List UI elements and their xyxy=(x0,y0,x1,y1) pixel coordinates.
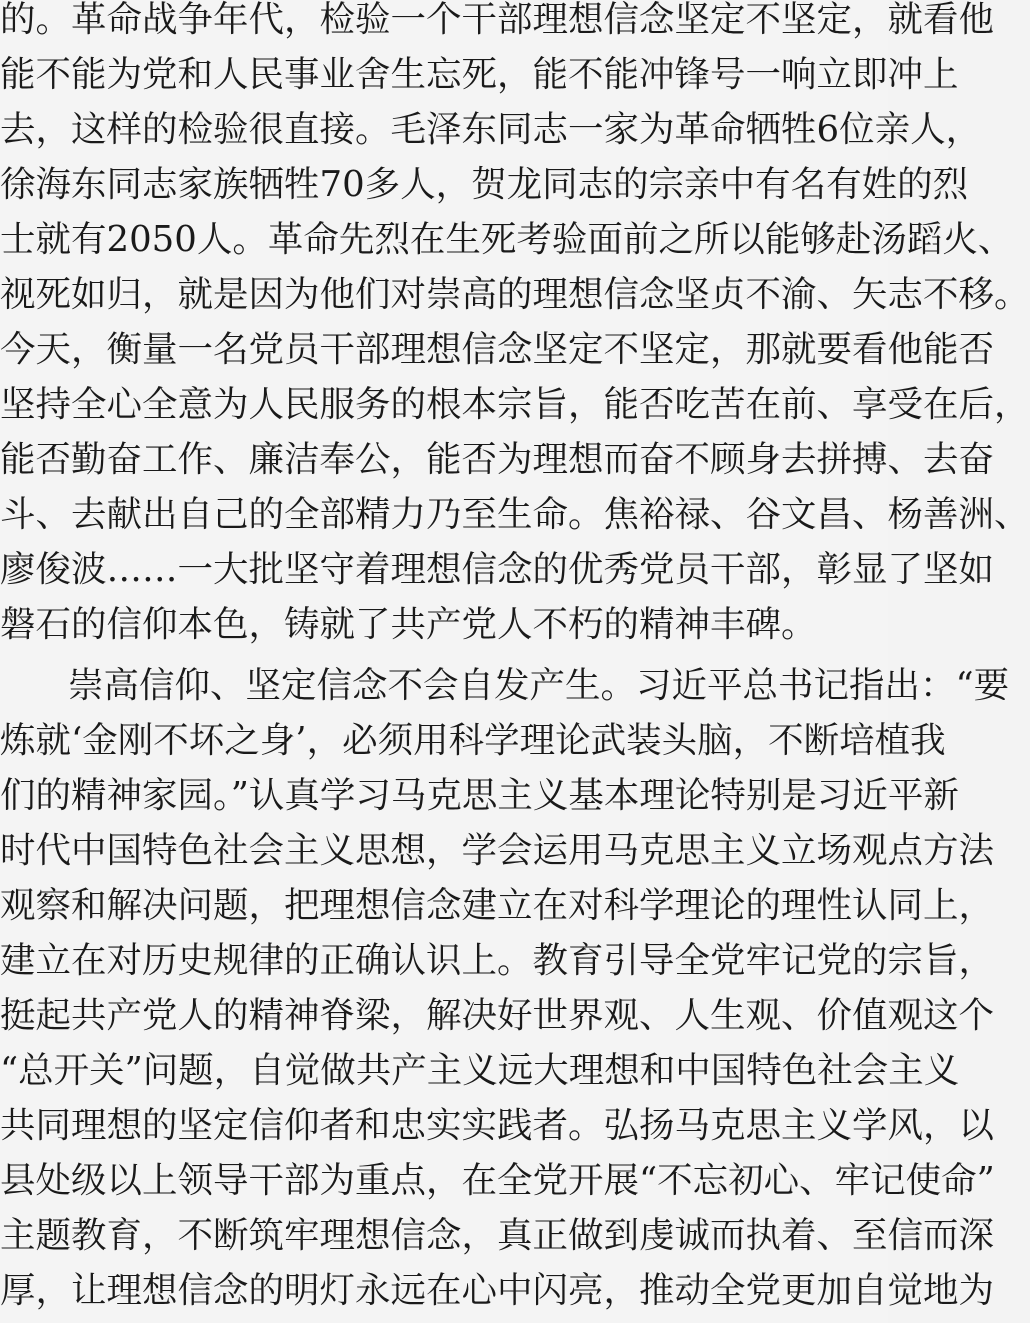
text-line: 们的精神家园。”认真学习马克思主义基本理论特别是习近平新 xyxy=(0,775,959,816)
text-line: 视死如归，就是因为他们对崇高的理想信念坚贞不渝、矢志不移。 xyxy=(0,274,1030,315)
text-line: 观察和解决问题，把理想信念建立在对科学理论的理性认同上， xyxy=(0,885,995,926)
text-line: 士就有2050人。革命先烈在生死考验面前之所以能够赴汤蹈火、 xyxy=(0,219,1014,260)
text-line: 斗、去献出自己的全部精力乃至生命。焦裕禄、谷文昌、杨善洲、 xyxy=(0,494,1030,535)
text-line: 去，这样的检验很直接。毛泽东同志一家为革命牺牲6位亲人， xyxy=(0,109,982,150)
text-line: 磐石的信仰本色，铸就了共产党人不朽的精神丰碑。 xyxy=(0,604,817,645)
text-line: 建立在对历史规律的正确认识上。教育引导全党牢记党的宗旨， xyxy=(0,940,995,981)
text-line: 今天，衡量一名党员干部理想信念坚定不坚定，那就要看他能否 xyxy=(0,329,995,370)
text-line: 坚持全心全意为人民服务的根本宗旨，能否吃苦在前、享受在后， xyxy=(0,384,1030,425)
text-line: 共同理想的坚定信仰者和忠实实践者。弘扬马克思主义学风，以 xyxy=(0,1105,995,1146)
text-line: 能不能为党和人民事业舍生忘死，能不能冲锋号一响立即冲上 xyxy=(0,54,959,95)
text-line: 时代中国特色社会主义思想，学会运用马克思主义立场观点方法 xyxy=(0,830,995,871)
text-line: 挺起共产党人的精神脊梁，解决好世界观、人生观、价值观这个 xyxy=(0,995,995,1036)
text-line: 徐海东同志家族牺牲70多人，贺龙同志的宗亲中有名有姓的烈 xyxy=(0,164,969,205)
text-line: 县处级以上领导干部为重点，在全党开展“不忘初心、牢记使命” xyxy=(0,1160,995,1201)
text-line: 厚，让理想信念的明灯永远在心中闪亮，推动全党更加自觉地为 xyxy=(0,1270,995,1311)
text-line: 能否勤奋工作、廉洁奉公，能否为理想而奋不顾身去拼搏、去奋 xyxy=(0,439,995,480)
text-line: 的。革命战争年代，检验一个干部理想信念坚定不坚定，就看他 xyxy=(0,0,995,40)
text-line: 炼就‘金刚不坏之身’，必须用科学理论武装头脑，不断培植我 xyxy=(0,720,946,761)
text-line: “总开关”问题，自觉做共产主义远大理想和中国特色社会主义 xyxy=(0,1050,960,1091)
text-line: 主题教育，不断筑牢理想信念，真正做到虔诚而执着、至信而深 xyxy=(0,1215,995,1256)
paragraph-start-line: 崇高信仰、坚定信念不会自发产生。习近平总书记指出：“要 xyxy=(68,665,1010,706)
text-line: 廖俊波……一大批坚守着理想信念的优秀党员干部，彰显了坚如 xyxy=(0,549,995,590)
